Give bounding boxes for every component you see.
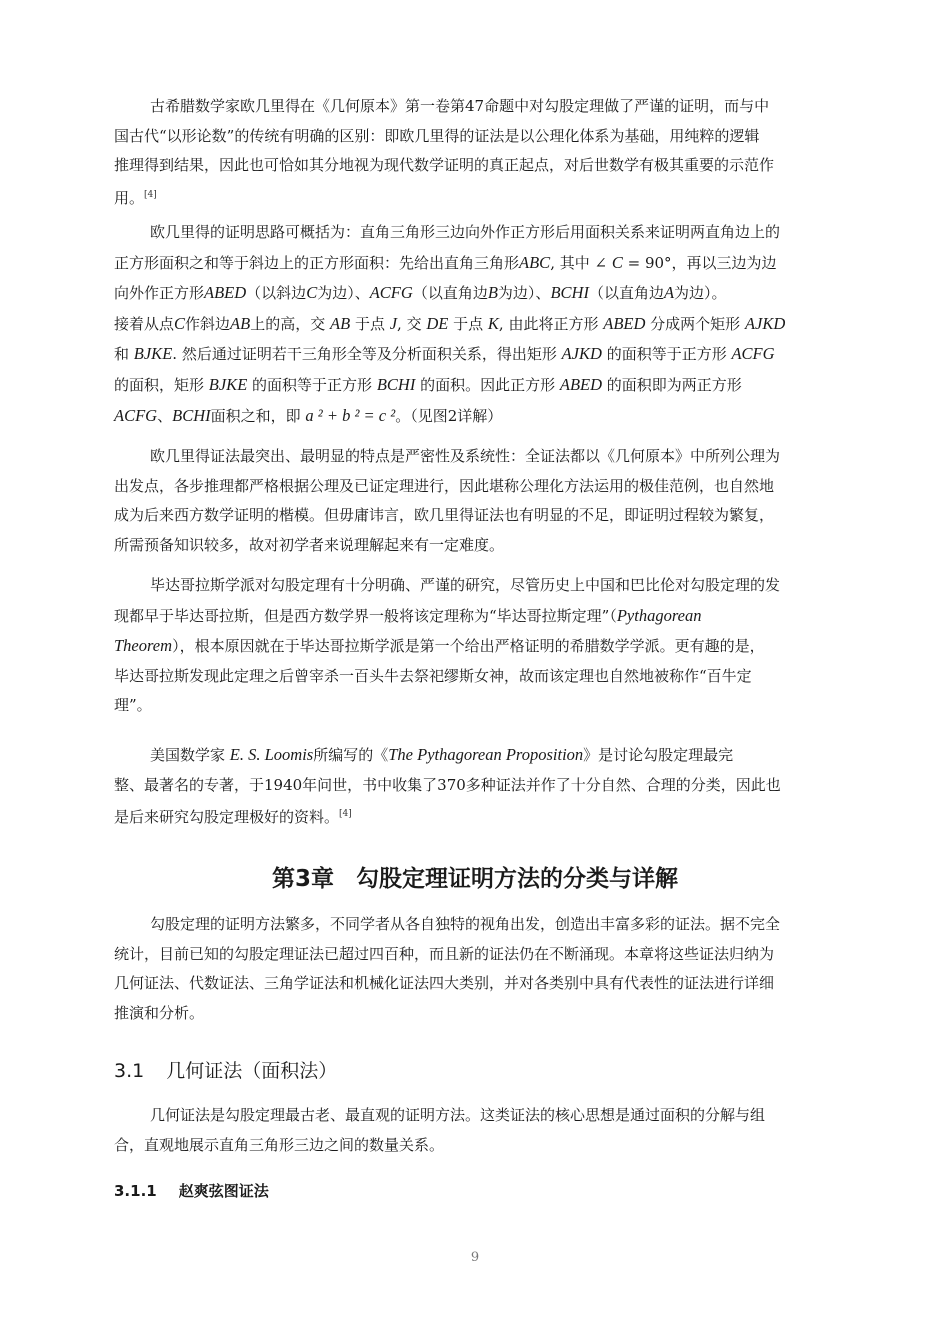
subsection-heading: 3.1.1 赵爽弦图证法 (114, 1182, 269, 1200)
text-line: 向外作正方形ABED（以斜边C为边）、ACFG（以直角边B为边）、BCHI（以直角边A为边）。 (114, 283, 727, 303)
paragraph-euclid-proof (114, 218, 856, 431)
text-line: 的面积，矩形 BJKE 的面积等于正方形 BCHI 的面积。因此正方形 ABED 的面积即为两正方形 (114, 374, 742, 394)
text-line: 理”。 (114, 696, 152, 715)
text-line: 古希腊数学家欧几里得在《几何原本》第一卷第47命题中对勾股定理做了严谨的证明，而与中 (150, 97, 770, 115)
text-line: 接着从点C作斜边AB上的高，交 AB 于点 J, 交 DE 于点 K, 由此将正方形 ABED 分成两个矩形 AJKD (114, 313, 786, 333)
text-line: Theorem），根本原因就在于毕达哥拉斯学派是第一个给出严格证明的希腊数学学派。更有趣的是， (114, 636, 765, 656)
text-line: 整、最著名的专著，于1940年问世，书中收集了370多种证法并作了十分自然、合理的分类，因此也 (114, 775, 781, 794)
text-line: 欧几里得的证明思路可概括为：直角三角形三边向外作正方形后用面积关系来证明两直角边上的 (150, 223, 781, 241)
paragraph-euclid-intro (114, 92, 856, 213)
page-number: 9 (470, 1250, 480, 1265)
chapter-heading: 第3章 勾股定理证明方法的分类与详解 (271, 866, 678, 892)
text-line: 所需预备知识较多，故对初学者来说理解起来有一定难度。 (114, 535, 505, 554)
text-line: 美国数学家 E. S. Loomis所编写的《The Pythagorean Proposition》是讨论勾股定理最完 (150, 745, 734, 764)
text-line: 现都早于毕达哥拉斯，但是西方数学界一般将该定理称为“毕达哥拉斯定理”（Pythagorean (114, 605, 702, 625)
text-line: 成为后来西方数学证明的楷模。但毋庸讳言，欧几里得证法也有明显的不足，即证明过程较为繁复， (114, 506, 775, 525)
text-line: 合，直观地展示直角三角形三边之间的数量关系。 (114, 1135, 445, 1154)
text-line: 国古代“以形论数”的传统有明确的区别：即欧几里得的证法是以公理化体系为基础，用纯粹的逻辑 (114, 126, 760, 145)
paragraph-chapter-intro (114, 910, 856, 1028)
text-line: 正方形面积之和等于斜边上的正方形面积：先给出直角三角形ABC, 其中 ∠ C = 90°，再以三边为边 (114, 252, 777, 272)
paragraph-euclid-features (114, 442, 856, 560)
text-line: 毕达哥拉斯发现此定理之后曾宰杀一百头牛去祭祀缪斯女神，故而该定理也自然地被称作“百牛定 (114, 666, 752, 685)
text-line: ACFG、BCHI面积之和，即 a ² + b ² = c ²。（见图2详解） (114, 405, 503, 425)
citation-marker: [4] (339, 809, 352, 820)
text-line: 几何证法是勾股定理最古老、最直观的证明方法。这类证法的核心思想是通过面积的分解与组 (150, 1106, 766, 1124)
paragraph-pythagoras (114, 571, 856, 721)
section-heading: 3.1 几何证法（面积法） (114, 1060, 338, 1082)
text-line: 推演和分析。 (114, 1003, 205, 1022)
text-line: 和 BJKE. 然后通过证明若干三角形全等及分析面积关系，得出矩形 AJKD 的面积等于正方形 ACFG (114, 344, 775, 364)
text-line: 推理得到结果，因此也可恰如其分地视为现代数学证明的真正起点，对后世数学有极其重要的示范作 (114, 156, 775, 175)
citation-marker: [4] (144, 189, 157, 200)
text-line: 是后来研究勾股定理极好的资料。[4] (114, 808, 352, 827)
text-line: 统计，目前已知的勾股定理证法已超过四百种，而且新的证法仍在不断涌现。本章将这些证法归纳为 (114, 944, 775, 963)
text-line: 勾股定理的证明方法繁多，不同学者从各自独特的视角出发，创造出丰富多彩的证法。据不完全 (150, 915, 781, 933)
text-line: 欧几里得证法最突出、最明显的特点是严密性及系统性：全证法都以《几何原本》中所列公理为 (150, 447, 781, 465)
text-line: 用。[4] (114, 188, 157, 207)
text-line: 毕达哥拉斯学派对勾股定理有十分明确、严谨的研究，尽管历史上中国和巴比伦对勾股定理的发 (150, 576, 781, 594)
text-line: 出发点，各步推理都严格根据公理及已证定理进行，因此堪称公理化方法运用的极佳范例，也自然地 (114, 476, 775, 495)
paragraph-geometric-methods (114, 1101, 856, 1160)
pythagorean-formula: a ² + b ² = c ² (305, 405, 396, 425)
paragraph-loomis (114, 740, 856, 833)
text-line: 几何证法、代数证法、三角学证法和机械化证法四大类别，并对各类别中具有代表性的证法进行详细 (114, 974, 775, 993)
